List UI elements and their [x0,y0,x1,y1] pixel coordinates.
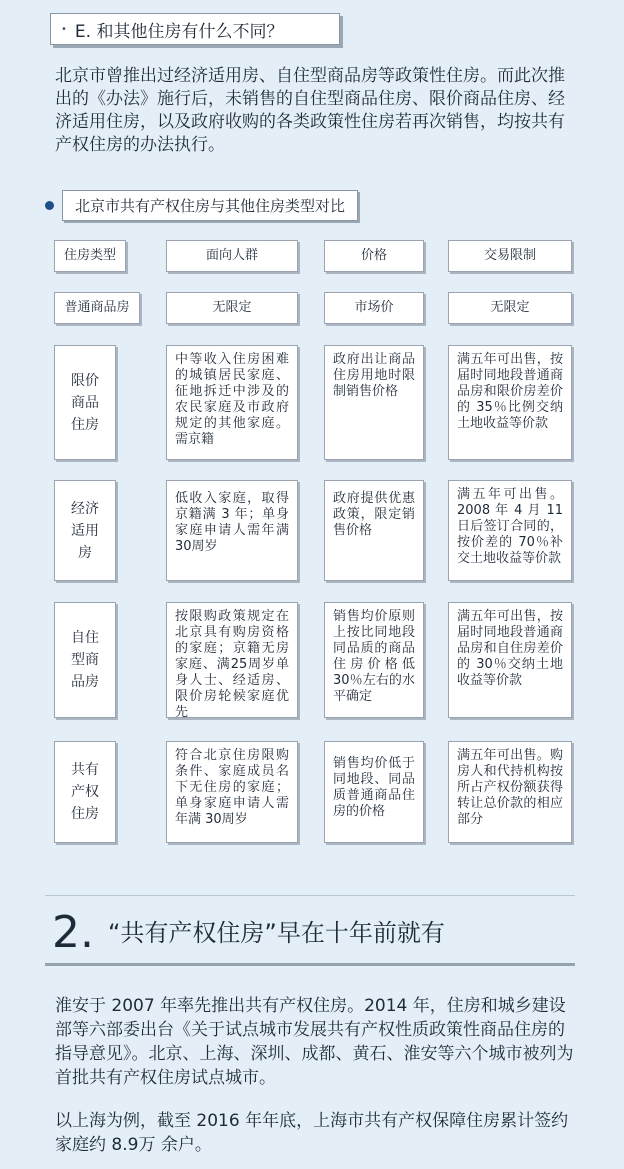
paragraph-2: 淮安于 2007 年率先推出共有产权住房。2014 年，住房和城乡建设部等六部委出台《关于试点城市发展共有产权性质政策性商品住房的指导意见》。北京、上海、深圳、成都、黄石、淮安等六个城市被列为首批共有产权住房试点城市。 [55,996,574,1088]
row3-people: 低收入家庭，取得京籍满 3 年；单身家庭申请人需年满 30周岁 [166,480,298,581]
row4-people: 按限购政策规定在北京具有购房资格的家庭；京籍无房家庭、满25周岁单身人士、经适房、限价房轮候家庭优先 [166,602,298,718]
row4-price: 销售均价原则上按比同地段同品质的商品住房价格低 30％左右的水平确定 [324,602,424,718]
row2-limit: 满五年可出售，按届时同地段普通商品房和限价房差价的 35％比例交纳土地收益等价款 [448,345,572,460]
row2-people: 中等收入住房困难的城镇居民家庭、征地拆迁中涉及的农民家庭及市政府规定的其他家庭。需京籍 [166,345,298,460]
bullet-dot: • [61,23,67,35]
intro-paragraph: 北京市曾推出过经济适用房、自住型商品房等政策性住房。而此次推出的《办法》施行后，未销售的自住型商品住房、限价商品住房、经济适用住房，以及政府收购的各类政策性住房若再次销售，均按共有产权住房的办法执行。 [55,66,565,155]
row5-limit: 满五年可出售。购房人和代持机构按所占产权份额获得转让总价款的相应部分 [448,741,572,843]
section-e-title: E. 和其他住房有什么不同？ [74,21,284,42]
section-e-heading [50,13,340,45]
row3-price: 政府提供优惠政策，限定销售价格 [324,480,424,581]
section2-title: “共有产权住房”早在十年前就有 [108,919,445,947]
row1-people: 无限定 [166,292,298,324]
row5-people: 符合北京住房限购条件、家庭成员名下无住房的家庭；单身家庭申请人需年满 30周岁 [166,741,298,843]
paragraph-3: 以上海为例，截至 2016 年年底，上海市共有产权保障住房累计签约家庭约 8.9万 余户。 [55,1111,569,1155]
header-type: 住房类型 [54,240,126,272]
row3-type: 经济 适用 房 [54,480,116,581]
table-title: 北京市共有产权住房与其他住房类型对比 [62,190,358,221]
header-people: 面向人群 [166,240,298,272]
table-title-row [45,190,358,221]
row5-price: 销售均价低于同地段、同品质普通商品住房的价格 [324,741,424,843]
section2-number: 2. [52,907,94,958]
row1-limit: 无限定 [448,292,572,324]
header-limit: 交易限制 [448,240,572,272]
row4-limit: 满五年可出售，按届时同地段普通商品房和自住房差价的 30％交纳土地收益等价款 [448,602,572,718]
row2-type: 限价 商品 住房 [54,345,116,460]
row1-type: 普通商品房 [54,292,140,324]
row5-type: 共有 产权 住房 [54,741,116,843]
row2-price: 政府出让商品住房用地时限制销售价格 [324,345,424,460]
header-price: 价格 [324,240,424,272]
bullet-circle-icon [45,201,54,210]
row4-type: 自住 型商 品房 [54,602,116,718]
section2-underline [45,963,575,966]
row1-price: 市场价 [324,292,424,324]
section-divider [45,895,575,896]
row3-limit: 满五年可出售。2008 年 4 月 11 日后签订合同的，按价差的 70％补交土地收益等价款 [448,480,572,581]
